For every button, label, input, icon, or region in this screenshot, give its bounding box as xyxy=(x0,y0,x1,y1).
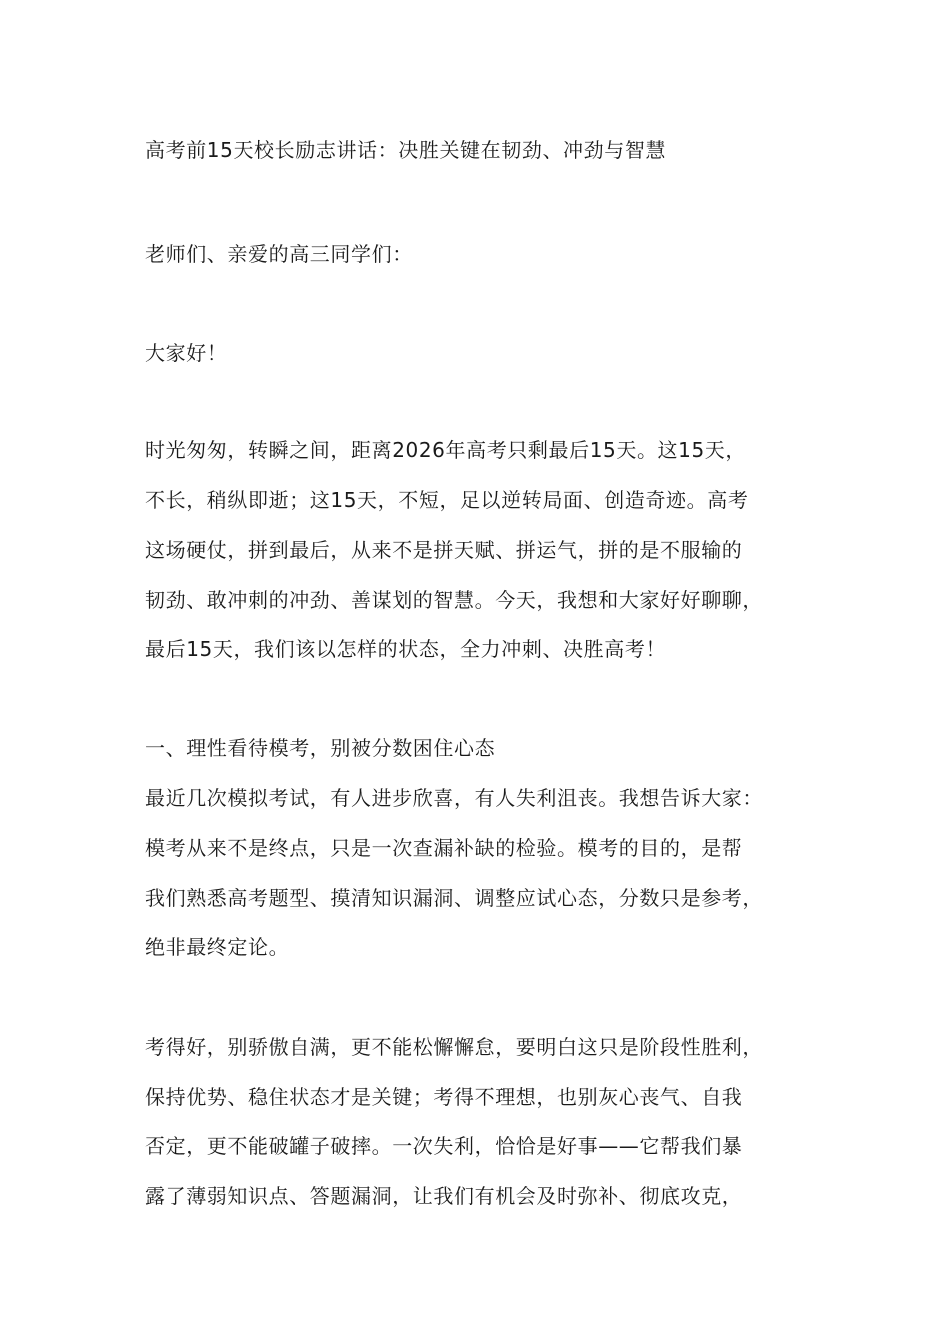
intro-line: 韧劲、敢冲刺的冲劲、善谋划的智慧。今天，我想和大家好好聊聊， xyxy=(145,588,763,612)
section-paragraph-line: 考得好，别骄傲自满，更不能松懈懈怠，要明白这只是阶段性胜利， xyxy=(145,1035,763,1059)
section-paragraph-line: 露了薄弱知识点、答题漏洞，让我们有机会及时弥补、彻底攻克， xyxy=(145,1184,743,1208)
intro-line: 这场硬仗，拼到最后，从来不是拼天赋、拼运气，拼的是不服输的 xyxy=(145,538,743,562)
section-paragraph-line: 我们熟悉高考题型、摸清知识漏洞、调整应试心态，分数只是参考， xyxy=(145,886,763,910)
intro-line: 最后15天，我们该以怎样的状态，全力冲刺、决胜高考！ xyxy=(145,637,667,661)
intro-line: 时光匆匆，转瞬之间，距离2026年高考只剩最后15天。这15天， xyxy=(145,438,746,462)
section-paragraph-line: 否定，更不能破罐子破摔。一次失利，恰恰是好事——它帮我们暴 xyxy=(145,1134,743,1158)
section-paragraph-line: 保持优势、稳住状态才是关键；考得不理想，也别灰心丧气、自我 xyxy=(145,1085,743,1109)
section-paragraph-line: 绝非最终定论。 xyxy=(145,935,290,959)
section-paragraph-line: 最近几次模拟考试，有人进步欣喜，有人失利沮丧。我想告诉大家： xyxy=(145,786,763,810)
intro-line: 不长，稍纵即逝；这15天，不短，足以逆转局面、创造奇迹。高考 xyxy=(145,488,749,512)
section-paragraph-line: 模考从来不是终点，只是一次查漏补缺的检验。模考的目的，是帮 xyxy=(145,836,743,860)
greeting: 大家好！ xyxy=(145,341,228,365)
section-heading: 一、理性看待模考，别被分数困住心态 xyxy=(145,736,496,760)
salutation: 老师们、亲爱的高三同学们： xyxy=(145,242,413,266)
document-title: 高考前15天校长励志讲话：决胜关键在韧劲、冲劲与智慧 xyxy=(145,138,667,162)
